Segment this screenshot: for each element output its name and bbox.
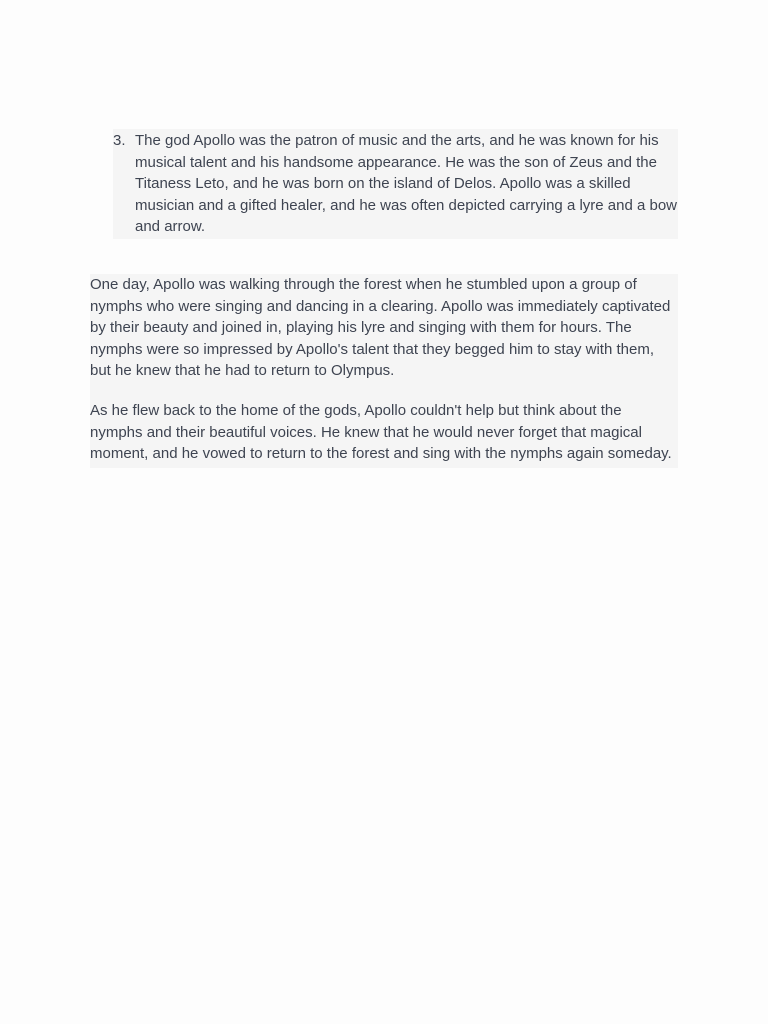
paragraph: As he flew back to the home of the gods, Apollo couldn't help but think about the nymphs and their beautiful voices. He knew that he would never forget that magical moment, and he vowed to return to the forest and sing with the nymphs again someday.	[90, 402, 672, 462]
list-item	[113, 129, 678, 239]
paragraph: One day, Apollo was walking through the forest when he stumbled upon a group of nymphs who were singing and dancing in a clearing. Apollo was immediately captivated by their beauty and joined in, playing his lyre and singing with them for hours. The nymphs were so impressed by Apollo's talent that they begged him to stay with them, but he knew that he had to return to Olympus.	[90, 276, 671, 379]
list-item-number: 3.	[113, 132, 126, 149]
list-item-text: The god Apollo was the patron of music and the arts, and he was known for his musical talent and his handsome appearance. He was the son of Zeus and the Titaness Leto, and he was born on the island of Delos. Apollo was a skilled musician and a gifted healer, and he was often depicted carrying a lyre and a bow and arrow.	[135, 132, 678, 235]
story-section	[90, 274, 678, 468]
